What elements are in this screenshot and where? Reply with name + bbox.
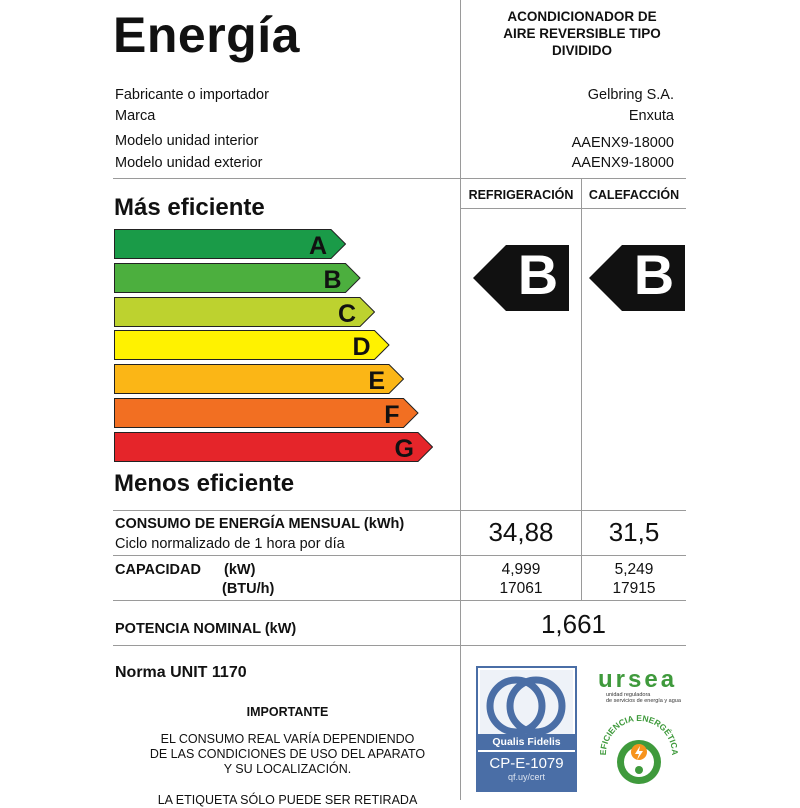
certification-code-box — [478, 752, 575, 790]
certification-name: Qualis Fidelis — [478, 734, 575, 750]
energy-bar-a — [114, 229, 346, 259]
indoor-model-value: AAENX9-18000 — [571, 135, 674, 151]
indoor-model-label: Modelo unidad interior — [115, 133, 259, 149]
outdoor-model-label: Modelo unidad exterior — [115, 155, 263, 171]
ursea-logo: ursea — [598, 666, 678, 693]
capacidad-refrigeracion-btu: 17061 — [499, 580, 543, 597]
potencia-title: POTENCIA NOMINAL (kW) — [115, 621, 297, 637]
energy-bar-e — [114, 364, 404, 394]
eficiencia-energetica-seal — [596, 708, 682, 794]
col-header-calefaccion: CALEFACCIÓN — [588, 188, 680, 202]
product-type-line: AIRE REVERSIBLE TIPO — [503, 26, 661, 41]
energy-bar-f — [114, 398, 419, 428]
energy-bar-letter: E — [368, 367, 385, 395]
product-type-line: ACONDICIONADOR DE — [507, 9, 657, 24]
potencia-value: 1,661 — [540, 609, 607, 639]
consumo-title: CONSUMO DE ENERGÍA MENSUAL (kWh) — [115, 516, 405, 532]
certification-url: qf.uy/cert — [507, 772, 545, 782]
importante-line: LA ETIQUETA SÓLO PUEDE SER RETIRADA — [157, 793, 418, 807]
outdoor-model-value: AAENX9-18000 — [571, 155, 674, 171]
product-type — [478, 8, 686, 59]
certification-code: CP-E-1079 — [489, 755, 564, 772]
rating-letter-refrigeracion: B — [517, 243, 559, 306]
ursea-caption-line: unidad reguladora — [606, 692, 651, 698]
capacidad-unit-kw: (kW) — [224, 562, 256, 578]
col-divider — [581, 179, 582, 511]
ursea-caption-line: de servicios de energía y agua — [606, 698, 681, 704]
svg-text:EFICIENCIA ENERGÉTICA: EFICIENCIA ENERGÉTICA — [597, 712, 681, 756]
capacidad-title: CAPACIDAD — [115, 562, 201, 578]
capacidad-unit-btu: (BTU/h) — [222, 581, 275, 597]
scale-bottom-label: Menos eficiente — [114, 470, 295, 497]
norma-text: Norma UNIT 1170 — [115, 664, 247, 681]
capacidad-calefaccion-kw: 5,249 — [614, 561, 654, 578]
capacidad-refrigeracion-kw: 4,999 — [501, 561, 541, 578]
capacidad-calefaccion-btu: 17915 — [612, 580, 656, 597]
importante-line: DE LAS CONDICIONES DE USO DEL APARATO — [149, 747, 426, 761]
col-header-refrigeracion: REFRIGERACIÓN — [468, 188, 574, 202]
energy-bar-c — [114, 297, 375, 327]
label-title: Energía — [113, 7, 300, 63]
importante-text — [115, 732, 460, 808]
rating-letter-calefaccion: B — [633, 243, 675, 306]
importante-title: IMPORTANTE — [246, 705, 329, 719]
energy-bar-d — [114, 330, 390, 360]
info-divider — [113, 178, 686, 179]
potencia-bottom-divider — [113, 645, 686, 646]
main-divider — [460, 0, 461, 800]
importante-line: EL CONSUMO REAL VARÍA DEPENDIENDO — [160, 732, 415, 746]
consumo-subtitle: Ciclo normalizado de 1 hora por día — [115, 536, 345, 552]
ursea-caption — [606, 692, 681, 704]
certification-badge — [476, 666, 577, 792]
capacidad-col-divider — [581, 556, 582, 600]
manufacturer-label: Fabricante o importador — [115, 87, 269, 103]
energy-bar-letter: B — [323, 265, 342, 293]
consumo-col-divider — [581, 511, 582, 555]
brand-value: Enxuta — [628, 108, 674, 124]
consumo-refrigeracion: 34,88 — [488, 517, 554, 547]
energy-bar-g — [114, 432, 433, 462]
energy-bar-letter: C — [337, 299, 356, 327]
energy-bar-letter: D — [352, 333, 371, 361]
product-type-line: DIVIDIDO — [551, 43, 612, 58]
manufacturer-value: Gelbring S.A. — [587, 87, 674, 103]
col-header-divider — [460, 208, 686, 209]
energy-bar-letter: A — [308, 232, 327, 259]
energy-bar-b — [114, 263, 361, 293]
brand-label: Marca — [115, 108, 156, 124]
consumo-bottom-divider — [113, 555, 686, 556]
consumo-top-divider — [113, 510, 686, 511]
energy-bar-letter: G — [394, 434, 414, 462]
consumo-calefaccion: 31,5 — [608, 517, 660, 547]
importante-line: Y SU LOCALIZACIÓN. — [223, 762, 352, 776]
energy-bar-letter: F — [384, 401, 400, 428]
scale-top-label: Más eficiente — [114, 194, 265, 221]
capacidad-bottom-divider — [113, 600, 686, 601]
